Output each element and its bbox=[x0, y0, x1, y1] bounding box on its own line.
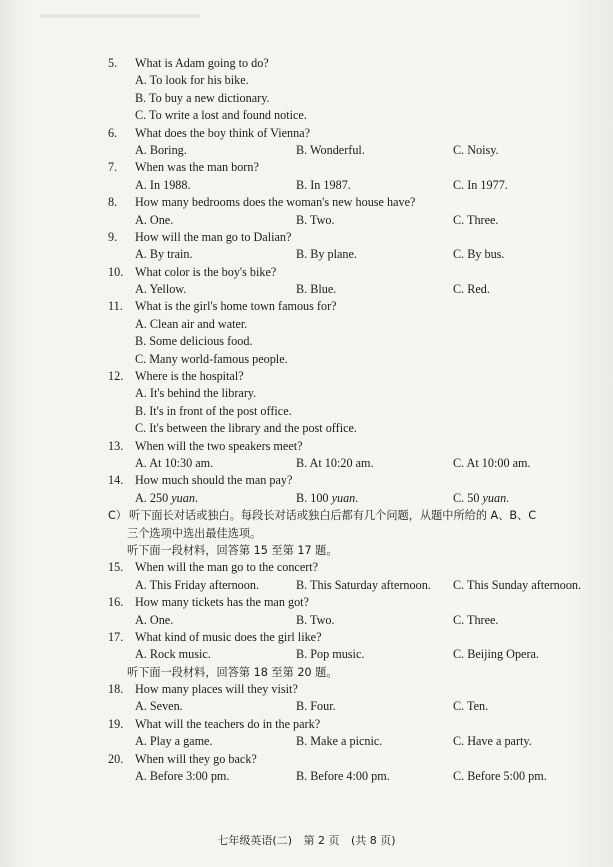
options-row bbox=[108, 768, 578, 785]
question-number: 17. bbox=[108, 629, 124, 644]
option-row bbox=[108, 333, 578, 350]
intro-text: 听下面一段材料，回答第 18 至第 20 题。 bbox=[127, 665, 338, 679]
question-number: 6. bbox=[108, 125, 118, 140]
option-row bbox=[108, 351, 578, 368]
question-row bbox=[108, 716, 578, 733]
section-instruction-line1: 听下面长对话或独白。每段长对话或独白后都有几个问题，从题中所给的 A、B、C bbox=[129, 509, 537, 523]
question-number: 20. bbox=[108, 751, 124, 766]
option-c: C. Many world-famous people. bbox=[135, 351, 288, 366]
option-a: A. Before 3:00 pm. bbox=[135, 769, 230, 784]
option-b: B. Before 4:00 pm. bbox=[296, 769, 390, 784]
options-row bbox=[108, 490, 578, 507]
footer-subject: 七年级英语(二) bbox=[217, 834, 292, 847]
option-b: B. To buy a new dictionary. bbox=[135, 90, 270, 105]
option-a: A. 250 yuan. bbox=[135, 490, 198, 505]
question-number: 13. bbox=[108, 438, 124, 453]
option-a: A. To look for his bike. bbox=[135, 73, 249, 88]
question-text: How will the man go to Dalian? bbox=[135, 229, 292, 244]
option-row bbox=[108, 385, 578, 402]
question-text: What is Adam going to do? bbox=[135, 56, 269, 70]
question-number: 18. bbox=[108, 682, 124, 697]
material-intro bbox=[108, 664, 578, 681]
question-number: 10. bbox=[108, 264, 124, 279]
question-text: How many bedrooms does the woman's new house have? bbox=[135, 195, 416, 210]
question-row bbox=[108, 559, 578, 576]
question-text: When will the two speakers meet? bbox=[135, 438, 303, 453]
option-c: C. To write a lost and found notice. bbox=[135, 108, 307, 123]
question-row bbox=[108, 159, 578, 176]
intro-text: 听下面一段材料，回答第 15 至第 17 题。 bbox=[127, 543, 338, 557]
option-a: A. It's behind the library. bbox=[135, 386, 257, 401]
option-a: A. One. bbox=[135, 212, 174, 227]
option-c: C. Noisy. bbox=[453, 142, 499, 157]
option-a: A. Yellow. bbox=[135, 282, 187, 297]
option-b: B. Pop music. bbox=[296, 647, 365, 662]
options-row bbox=[108, 612, 578, 629]
option-b: B. By plane. bbox=[296, 247, 357, 262]
question-row bbox=[108, 751, 578, 768]
question-row bbox=[108, 629, 578, 646]
option-c: C. This Sunday afternoon. bbox=[453, 577, 582, 592]
option-b: B. Two. bbox=[296, 612, 335, 627]
option-a: A. One. bbox=[135, 612, 174, 627]
question-number: 15. bbox=[108, 560, 124, 575]
footer-total: (共 8 页) bbox=[351, 834, 396, 847]
question-number: 5. bbox=[108, 56, 118, 70]
section-c-instruction bbox=[108, 507, 578, 524]
option-a: A. At 10:30 am. bbox=[135, 455, 214, 470]
options-row bbox=[108, 246, 578, 263]
question-number: 9. bbox=[108, 229, 118, 244]
option-b: B. Some delicious food. bbox=[135, 334, 253, 349]
option-c: C. Beijing Opera. bbox=[453, 647, 539, 662]
question-text: When was the man born? bbox=[135, 160, 259, 175]
option-b: B. It's in front of the post office. bbox=[135, 403, 292, 418]
scan-smudge bbox=[40, 14, 200, 18]
question-text: What is the girl's home town famous for? bbox=[135, 299, 337, 314]
option-a: A. By train. bbox=[135, 247, 193, 262]
question-row bbox=[108, 472, 578, 489]
option-c: C. Have a party. bbox=[453, 734, 532, 749]
section-c-instruction-cont bbox=[108, 525, 578, 542]
question-text: When will they go back? bbox=[135, 751, 257, 766]
options-row bbox=[108, 177, 578, 194]
question-text: What kind of music does the girl like? bbox=[135, 629, 322, 644]
option-b: B. In 1987. bbox=[296, 177, 351, 192]
question-number: 19. bbox=[108, 716, 124, 731]
question-row bbox=[108, 298, 578, 315]
option-b: B. Blue. bbox=[296, 282, 337, 297]
option-a: A. Rock music. bbox=[135, 647, 211, 662]
question-row bbox=[108, 229, 578, 246]
question-text: How many tickets has the man got? bbox=[135, 595, 309, 610]
section-instruction-line2: 三个选项中选出最佳选项。 bbox=[127, 526, 262, 540]
question-row bbox=[108, 55, 578, 72]
option-a: A. This Friday afternoon. bbox=[135, 577, 259, 592]
option-row bbox=[108, 90, 578, 107]
option-a: A. In 1988. bbox=[135, 177, 191, 192]
question-row bbox=[108, 194, 578, 211]
option-b: B. At 10:20 am. bbox=[296, 455, 374, 470]
option-b: B. Two. bbox=[296, 212, 335, 227]
option-row bbox=[108, 107, 578, 124]
section-label: C） bbox=[108, 509, 127, 523]
option-b: B. This Saturday afternoon. bbox=[296, 577, 431, 592]
option-c: C. In 1977. bbox=[453, 177, 508, 192]
question-text: What does the boy think of Vienna? bbox=[135, 125, 311, 140]
option-row bbox=[108, 403, 578, 420]
option-c: C. Three. bbox=[453, 612, 499, 627]
options-row bbox=[108, 646, 578, 663]
question-row bbox=[108, 264, 578, 281]
question-number: 11. bbox=[108, 299, 123, 314]
option-b: B. Make a picnic. bbox=[296, 734, 383, 749]
option-c: C. Three. bbox=[453, 212, 499, 227]
question-row bbox=[108, 438, 578, 455]
question-text: When will the man go to the concert? bbox=[135, 560, 319, 575]
question-list bbox=[108, 55, 582, 785]
options-row bbox=[108, 142, 578, 159]
footer-page: 第 2 页 bbox=[303, 834, 340, 847]
option-a: A. Clean air and water. bbox=[135, 316, 248, 331]
options-row bbox=[108, 577, 582, 594]
option-b: B. Wonderful. bbox=[296, 142, 365, 157]
option-c: C. Before 5:00 pm. bbox=[453, 769, 547, 784]
options-row bbox=[108, 733, 578, 750]
question-text: What will the teachers do in the park? bbox=[135, 716, 321, 731]
question-text: Where is the hospital? bbox=[135, 369, 244, 384]
option-row bbox=[108, 316, 578, 333]
options-row bbox=[108, 281, 578, 298]
options-row bbox=[108, 212, 578, 229]
question-text: How much should the man pay? bbox=[135, 473, 293, 488]
option-c: C. It's between the library and the post office. bbox=[135, 421, 357, 436]
option-row bbox=[108, 72, 578, 89]
question-number: 7. bbox=[108, 160, 118, 175]
question-text: How many places will they visit? bbox=[135, 682, 298, 697]
question-text: What color is the boy's bike? bbox=[135, 264, 277, 279]
options-row bbox=[108, 455, 578, 472]
options-row bbox=[108, 698, 578, 715]
option-c: C. Ten. bbox=[453, 699, 489, 714]
option-a: A. Play a game. bbox=[135, 734, 213, 749]
option-b: B. Four. bbox=[296, 699, 336, 714]
question-number: 12. bbox=[108, 369, 124, 384]
question-row bbox=[108, 125, 578, 142]
question-row bbox=[108, 368, 578, 385]
option-c: C. At 10:00 am. bbox=[453, 455, 531, 470]
option-a: A. Boring. bbox=[135, 142, 187, 157]
option-c: C. Red. bbox=[453, 282, 490, 297]
question-row bbox=[108, 594, 578, 611]
question-number: 16. bbox=[108, 595, 124, 610]
option-b: B. 100 yuan. bbox=[296, 490, 359, 505]
option-c: C. By bus. bbox=[453, 247, 505, 262]
option-row bbox=[108, 420, 578, 437]
material-intro bbox=[108, 542, 578, 559]
option-a: A. Seven. bbox=[135, 699, 183, 714]
page-footer bbox=[0, 832, 613, 848]
question-row bbox=[108, 681, 578, 698]
question-number: 14. bbox=[108, 473, 124, 488]
question-number: 8. bbox=[108, 195, 118, 210]
option-c: C. 50 yuan. bbox=[453, 490, 510, 505]
